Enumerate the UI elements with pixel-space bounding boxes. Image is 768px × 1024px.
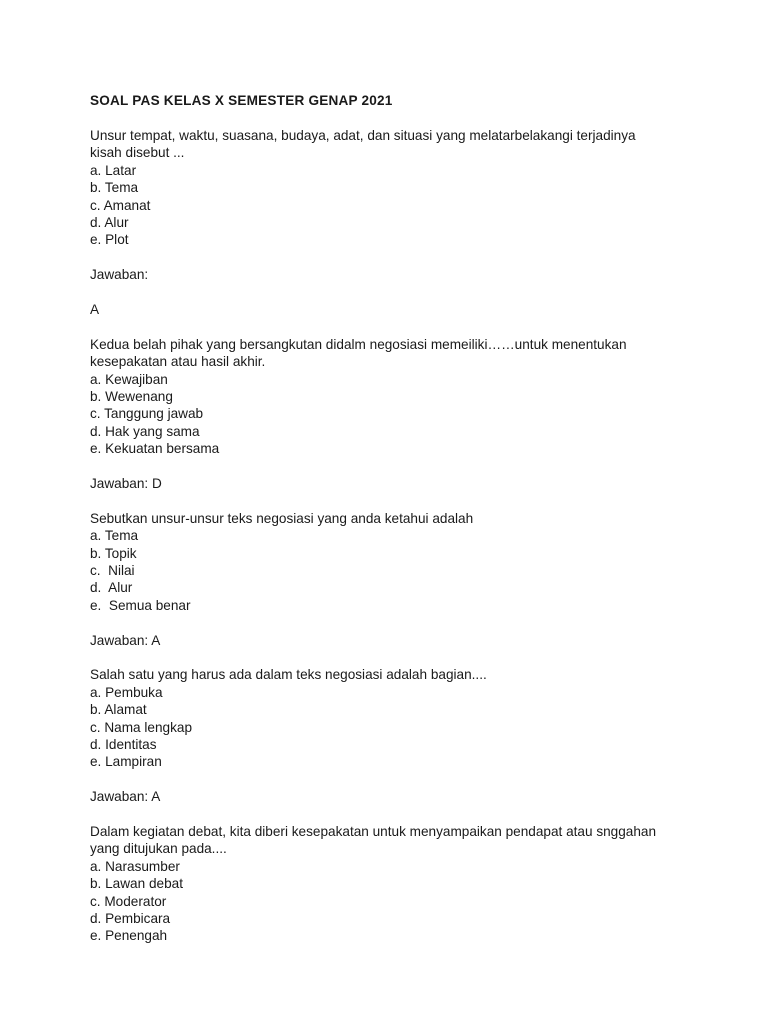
question-5 xyxy=(90,823,690,945)
option-a: a. Tema xyxy=(90,528,139,544)
option-b: b. Tema xyxy=(90,180,139,196)
question-4-options xyxy=(90,684,690,771)
option-e: e. Semua benar xyxy=(90,597,191,613)
option-d: d. Hak yang sama xyxy=(90,423,200,439)
option-e: e. Plot xyxy=(90,232,129,248)
question-4-text-line: Salah satu yang harus ada dalam teks negosiasi adalah bagian.... xyxy=(90,667,487,683)
document-content xyxy=(90,92,690,945)
option-e: e. Penengah xyxy=(90,928,168,944)
question-3-options xyxy=(90,527,690,614)
question-2 xyxy=(90,336,690,510)
option-b: b. Wewenang xyxy=(90,388,173,404)
answer: Jawaban: A xyxy=(90,632,161,648)
option-d: d. Alur xyxy=(90,580,133,596)
answer-value: A xyxy=(90,301,100,317)
question-5-options xyxy=(90,858,690,945)
option-c: c. Moderator xyxy=(90,893,167,909)
question-1-text-line: Unsur tempat, waktu, suasana, budaya, adat, dan situasi yang melatarbelakangi terjadinya xyxy=(90,127,636,143)
question-1-options xyxy=(90,162,690,249)
question-3-text-line: Sebutkan unsur-unsur teks negosiasi yang anda ketahui adalah xyxy=(90,510,474,526)
option-d: d. Identitas xyxy=(90,737,157,753)
option-c: c. Amanat xyxy=(90,197,151,213)
option-a: a. Narasumber xyxy=(90,858,180,874)
option-d: d. Pembicara xyxy=(90,911,171,927)
question-4 xyxy=(90,666,690,823)
option-c: c. Tanggung jawab xyxy=(90,406,204,422)
question-1 xyxy=(90,127,690,336)
question-1-text-line: kisah disebut ... xyxy=(90,145,185,161)
question-2-text-line: kesepakatan atau hasil akhir. xyxy=(90,354,266,370)
option-b: b. Lawan debat xyxy=(90,876,183,892)
question-3 xyxy=(90,510,690,667)
option-a: a. Pembuka xyxy=(90,684,163,700)
option-a: a. Latar xyxy=(90,162,137,178)
option-c: c. Nilai xyxy=(90,562,135,578)
question-2-options xyxy=(90,371,690,458)
question-2-text-line: Kedua belah pihak yang bersangkutan didalm negosiasi memeiliki……untuk menentukan xyxy=(90,336,627,352)
option-d: d. Alur xyxy=(90,214,129,230)
option-a: a. Kewajiban xyxy=(90,371,168,387)
option-e: e. Lampiran xyxy=(90,754,162,770)
question-5-text-line: Dalam kegiatan debat, kita diberi kesepakatan untuk menyampaikan pendapat atau snggahan xyxy=(90,824,657,840)
option-b: b. Topik xyxy=(90,545,137,561)
option-c: c. Nama lengkap xyxy=(90,719,193,735)
option-e: e. Kekuatan bersama xyxy=(90,441,220,457)
answer: Jawaban: A xyxy=(90,789,161,805)
answer: Jawaban: D xyxy=(90,475,162,491)
document-title: SOAL PAS KELAS X SEMESTER GENAP 2021 xyxy=(90,93,393,108)
option-b: b. Alamat xyxy=(90,702,147,718)
question-5-text-line: yang ditujukan pada.... xyxy=(90,841,227,857)
answer-label: Jawaban: xyxy=(90,267,149,283)
